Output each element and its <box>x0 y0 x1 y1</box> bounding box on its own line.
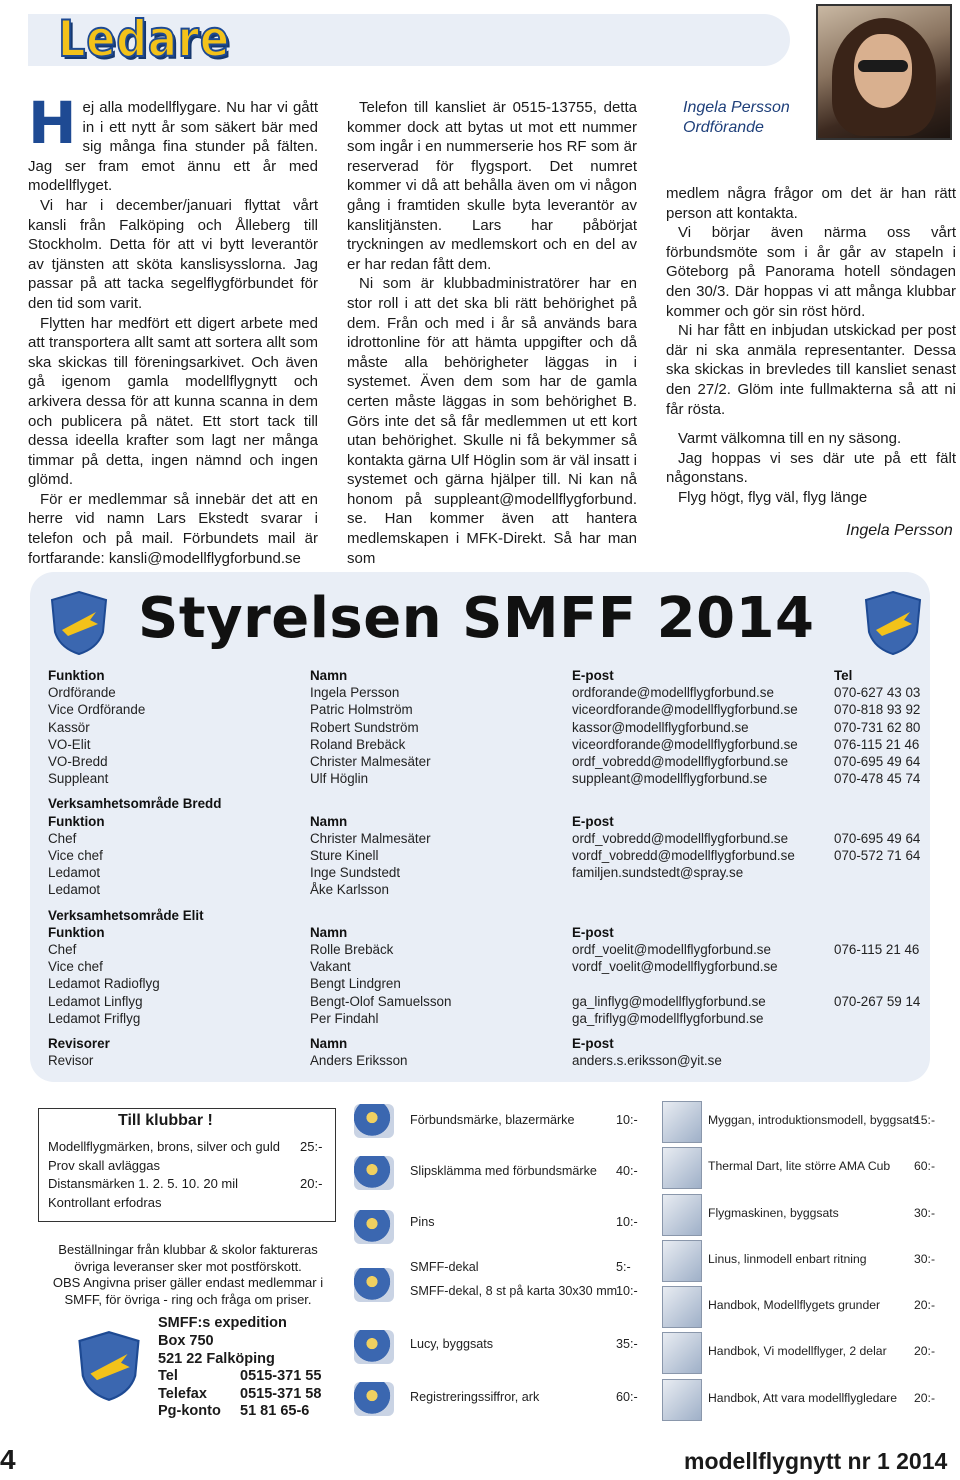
expedition-title: SMFF:s expedition <box>158 1315 287 1331</box>
order-note: övriga leveranser sker mot postförskott. <box>74 1258 302 1274</box>
table-row <box>48 924 928 941</box>
table-cell: suppleant@modellflygforbund.se <box>572 771 768 787</box>
table-cell: Ledamot Linflyg <box>48 993 143 1009</box>
product-thumb-icon <box>662 1101 702 1143</box>
table-cell: Ingela Persson <box>310 685 400 701</box>
table-row <box>48 770 928 787</box>
paragraph: För er medlemmar så innebär det att en herre vid namn Lars Ekstedt svarar i telefon och på mail. Förbundets mail är fortfarande: kansli@modellflygforbund.se <box>28 490 318 567</box>
shop-item-label: Flygmaskinen, byggsats <box>708 1206 839 1220</box>
table-row <box>48 795 928 812</box>
expedition-value: 0515-371 58 <box>240 1385 322 1402</box>
shop-item-price: 20:- <box>914 1391 936 1405</box>
table-cell: ordf_vobredd@modellflygforbund.se <box>572 830 789 846</box>
table-cell: 070-627 43 03 <box>834 685 921 701</box>
expedition-value: 51 81 65-6 <box>240 1403 310 1420</box>
product-thumb-icon <box>354 1156 394 1190</box>
closing-line: Flyg högt, flyg väl, flyg länge <box>678 488 868 506</box>
shop-item-label: Handbok, Vi modellflyger, 2 delar <box>708 1344 887 1358</box>
expedition-line: Telefax <box>158 1385 207 1402</box>
table-cell: ga_friflyg@modellflygforbund.se <box>572 1010 764 1026</box>
table-cell: Kassör <box>48 719 90 735</box>
table-cell: ordf_vobredd@modellflygforbund.se <box>572 754 789 769</box>
table-cell: 070-695 49 64 <box>834 830 921 846</box>
shop-item-label: SMFF-dekal, 8 st på karta 30x30 mm <box>410 1284 618 1298</box>
club-item-label: Kontrollant erfodras <box>48 1194 162 1210</box>
table-cell: E-post <box>572 1036 614 1051</box>
paragraph: Ni har fått en inbjudan utskickad per post där ni ska anmäla representanter. Dessa ska skickas in brevledes till kansliet senast den 27/2. Glöm inte fullmakterna så att ni får rösta. <box>666 322 956 418</box>
shop-item-price: 40:- <box>616 1164 638 1178</box>
sign-role: Ordförande <box>683 119 764 136</box>
table-cell: E-post <box>572 668 614 683</box>
table-cell: Namn <box>310 813 348 829</box>
table-cell: Vice chef <box>48 959 103 975</box>
table-cell: Robert Sundström <box>310 719 419 735</box>
expedition-line: Pg-konto <box>158 1403 221 1420</box>
shop-item-price: 5:- <box>616 1260 631 1274</box>
table-cell: 070-695 49 64 <box>834 754 921 769</box>
product-thumb-icon <box>662 1332 702 1374</box>
table-cell: 070-478 45 74 <box>834 771 921 787</box>
table-cell: 070-731 62 80 <box>834 719 921 735</box>
table-cell: Ledamot <box>48 882 101 898</box>
table-cell: VO-Bredd <box>48 754 108 769</box>
table-cell: 070-818 93 92 <box>834 702 921 718</box>
closing-line: Jag hoppas vi ses där ute på ett fält någonstans. <box>666 449 956 487</box>
page-title: Ledare <box>58 10 230 68</box>
table-cell: Christer Malmesäter <box>310 830 431 846</box>
table-cell: vordf_vobredd@modellflygforbund.se <box>572 848 795 863</box>
table-cell: E-post <box>572 924 614 940</box>
table-cell: Vice Ordförande <box>48 702 146 718</box>
shop-item-price: 20:- <box>914 1344 936 1358</box>
order-note: Beställningar från klubbar & skolor faktureras <box>58 1242 318 1257</box>
table-cell: Ledamot Radioflyg <box>48 976 160 992</box>
table-cell: Ledamot <box>48 865 101 881</box>
order-note: OBS Angivna priser gäller endast medlemmar i <box>52 1275 324 1290</box>
editorial-col-2 <box>347 98 637 568</box>
table-cell: kassor@modellflygforbund.se <box>572 719 749 735</box>
shop-item-price: 15:- <box>914 1113 936 1127</box>
shop-item-label: Handbok, Att vara modellflygledare <box>708 1391 898 1405</box>
dropcap: H <box>28 89 77 157</box>
order-note: SMFF, för övriga - ring och fråga om priser. <box>64 1291 312 1307</box>
shop-item-price: 60:- <box>914 1159 936 1173</box>
shop-item-label: Myggan, introduktionsmodell, byggsats <box>708 1113 919 1127</box>
board-title: Styrelsen SMFF 2014 <box>138 586 815 651</box>
table-cell: Namn <box>310 1036 348 1051</box>
club-item-label: Modellflygmärken, brons, silver och guld <box>48 1139 280 1154</box>
shop-item-price: 10:- <box>616 1215 638 1229</box>
table-cell: E-post <box>572 813 614 829</box>
paragraph: Vi har i december/januari flyttat vårt kansli från Falköping och Ålleberg till Stockholm. Detta för att vi bytt leverantör av tjänsten att sköta kanslisysslorna. Jag passar på att tacka segelflygförbundet för den tid som varit. <box>28 196 318 312</box>
table-cell: Ulf Höglin <box>310 771 369 787</box>
club-item-price: 20:- <box>300 1176 323 1191</box>
expedition-line: Tel <box>158 1368 178 1385</box>
table-cell: ga_linflyg@modellflygforbund.se <box>572 993 766 1009</box>
table-row <box>48 1052 928 1069</box>
table-cell: Sture Kinell <box>310 848 379 863</box>
product-thumb-icon <box>354 1210 394 1244</box>
product-thumb-icon <box>662 1147 702 1189</box>
shop-item-label: Linus, linmodell enbart ritning <box>708 1252 867 1266</box>
table-cell: Anders Eriksson <box>310 1053 408 1069</box>
sign-name: Ingela Persson <box>683 99 790 116</box>
paragraph: Telefon till kansliet är 0515-13755, detta kommer dock att bytas ut mot ett nummer som ingår i en nummerserie hos RF som är reserverad för flygsport. Det numret kommer vi då att behålla även om vi någon gång i framtiden skulle byta leverantör av kanslitjänsten. Lars har påbörjat tryckningen av medlemskort och en del av er har redan fått dem. <box>347 99 637 273</box>
table-row <box>48 684 928 701</box>
clubs-title: Till klubbar ! <box>118 1112 213 1129</box>
product-thumb-icon <box>354 1382 394 1416</box>
table-cell: Revisorer <box>48 1036 110 1051</box>
table-cell: 070-267 59 14 <box>834 993 921 1009</box>
table-cell: Vakant <box>310 959 351 975</box>
table-cell: Bengt Lindgren <box>310 976 401 992</box>
shop-item-label: Thermal Dart, lite större AMA Cub <box>708 1159 891 1173</box>
table-cell: Inge Sundstedt <box>310 865 401 881</box>
club-item-label: Distansmärken 1. 2. 5. 10. 20 mil <box>48 1176 239 1191</box>
shop-item-price: 30:- <box>914 1206 936 1220</box>
expedition-line: Box 750 <box>158 1333 214 1349</box>
table-row <box>48 881 928 898</box>
table-row <box>48 958 928 975</box>
table-row <box>48 993 928 1010</box>
table-row <box>48 753 928 770</box>
table-row <box>48 847 928 864</box>
table-row <box>48 719 928 736</box>
table-cell: Bengt-Olof Samuelsson <box>310 993 452 1009</box>
shop-item-label: Pins <box>410 1215 435 1229</box>
table-cell: 070-572 71 64 <box>834 848 921 863</box>
magazine-name: modellflygnytt nr 1 2014 <box>684 1448 948 1474</box>
closing-line: Varmt välkomna till en ny säsong. <box>678 430 902 448</box>
table-cell: Funktion <box>48 924 105 940</box>
table-cell: Åke Karlsson <box>310 882 389 898</box>
table-cell: ordforande@modellflygforbund.se <box>572 685 774 701</box>
product-thumb-icon <box>662 1286 702 1328</box>
table-row <box>48 864 928 881</box>
table-cell: Namn <box>310 668 348 683</box>
shop-item-label: SMFF-dekal <box>410 1260 479 1274</box>
club-item-label: Prov skall avläggas <box>48 1157 160 1173</box>
table-row <box>48 1010 928 1027</box>
product-thumb-icon <box>354 1330 394 1364</box>
table-cell: Chef <box>48 830 77 846</box>
expedition-line: 521 22 Falköping <box>158 1350 275 1367</box>
table-cell: 076-115 21 46 <box>834 942 920 957</box>
table-cell: Roland Brebäck <box>310 736 406 752</box>
paragraph: medlem några frågor om det är han rätt person att kontakta. <box>666 185 956 222</box>
table-cell: Suppleant <box>48 771 109 787</box>
table-row <box>48 830 928 847</box>
table-row <box>48 1035 928 1052</box>
shop-item-price: 30:- <box>914 1252 936 1266</box>
table-cell: Verksamhetsområde Bredd <box>48 796 222 812</box>
product-thumb-icon <box>662 1379 702 1421</box>
paragraph: Vi börjar även närma oss vårt förbundsmöte som i år går av stapeln i Göteborg på Panorama hotell söndagen den 30/3. Där hoppas vi att många klubbar kommer och gör sin röst hörd. <box>666 224 956 320</box>
table-cell: Ledamot Friflyg <box>48 1010 141 1026</box>
table-cell: 076-115 21 46 <box>834 736 920 752</box>
paragraph: Flytten har medfört ett digert arbete med att transportera allt samt att sortera allt som ska skickas till föreningsarkivet. Och även gå igenom gamla modellflygnytt och arkivera dessa för att kunna scanna in dem och publicera på nätet. Ett stort tack till dessa ideella krafter som lagt ner många timmar på detta, ingen nämnd och ingen glömd. <box>28 314 318 489</box>
shop-item-label: Lucy, byggsats <box>410 1337 494 1351</box>
shop-item-price: 10:- <box>616 1284 638 1298</box>
table-row <box>48 813 928 830</box>
author-portrait <box>816 4 952 140</box>
table-cell: Funktion <box>48 668 105 683</box>
product-thumb-icon <box>662 1240 702 1282</box>
table-cell: ordf_voelit@modellflygforbund.se <box>572 942 771 957</box>
shop-item-label: Slipsklämma med förbundsmärke <box>410 1164 597 1178</box>
smff-logo <box>74 1330 144 1402</box>
table-cell: Verksamhetsområde Elit <box>48 907 204 923</box>
table-row <box>48 701 928 718</box>
table-cell: Revisor <box>48 1053 94 1069</box>
table-cell: Tel <box>834 668 853 683</box>
smff-logo <box>48 590 110 656</box>
signature: Ingela Persson <box>846 522 953 539</box>
table-cell: Patric Holmström <box>310 702 413 718</box>
table-cell: Chef <box>48 942 77 957</box>
table-row <box>48 736 928 753</box>
table-row <box>48 667 928 684</box>
club-item-price: 25:- <box>300 1139 323 1154</box>
table-cell: VO-Elit <box>48 736 91 752</box>
product-thumb-icon <box>354 1104 394 1138</box>
table-cell: viceordforande@modellflygforbund.se <box>572 736 798 752</box>
table-row <box>48 941 928 958</box>
shop-item-price: 60:- <box>616 1390 638 1404</box>
table-cell: vordf_voelit@modellflygforbund.se <box>572 959 778 975</box>
shop-item-label: Förbundsmärke, blazermärke <box>410 1113 575 1127</box>
smff-logo <box>862 590 924 656</box>
table-cell: Ordförande <box>48 685 116 701</box>
shop-item-label: Handbok, Modellflygets grunder <box>708 1298 881 1312</box>
shop-item-price: 35:- <box>616 1337 638 1351</box>
editorial-col-3 <box>666 184 956 508</box>
product-thumb-icon <box>354 1268 394 1302</box>
editorial-col-1 <box>28 89 318 568</box>
product-thumb-icon <box>662 1194 702 1236</box>
table-row <box>48 975 928 992</box>
page-number: 4 <box>0 1444 16 1475</box>
table-cell: Namn <box>310 924 348 940</box>
table-cell: anders.s.eriksson@yit.se <box>572 1053 722 1069</box>
paragraph: Ni som är klubbadministratörer har en stor roll i att det ska bli rätt behörighet på dem. Från och med i år så används bara idrottonline för att hämta uppgifter och då måste alla behörigheter läggas in i systemet. Även dem som har de gamla certen måste läggas in som behörighet B. Görs inte det så får medlemmen ut ett kort utan behörighet. Skulle ni få bekymmer så kontakta gärna Ulf Höglin som är väl insatt i systemet och gärna hjälper till. Ni kan nå honom på suppleant@modellflygforbund. se. Han kommer även att hantera medlemskapen i MFK-Direkt. Så har man som <box>347 275 637 567</box>
table-cell: viceordforande@modellflygforbund.se <box>572 702 798 718</box>
table-cell: Rolle Brebäck <box>310 942 394 957</box>
shop-item-label: Registreringssiffror, ark <box>410 1390 540 1404</box>
paragraph: ej alla modellflygare. Nu har vi gått in i ett nytt år som säkert bär med sig många fina stunder på fälten. Jag ser fram emot ännu ett år med modellflyget. <box>28 99 318 195</box>
table-cell: Funktion <box>48 813 105 829</box>
shop-item-price: 10:- <box>616 1113 638 1127</box>
table-cell: familjen.sundstedt@spray.se <box>572 865 744 881</box>
table-cell: Vice chef <box>48 848 103 863</box>
table-cell: Per Findahl <box>310 1010 379 1026</box>
table-row <box>48 907 928 924</box>
table-cell: Christer Malmesäter <box>310 754 431 769</box>
shop-item-price: 20:- <box>914 1298 936 1312</box>
expedition-value: 0515-371 55 <box>240 1368 322 1385</box>
